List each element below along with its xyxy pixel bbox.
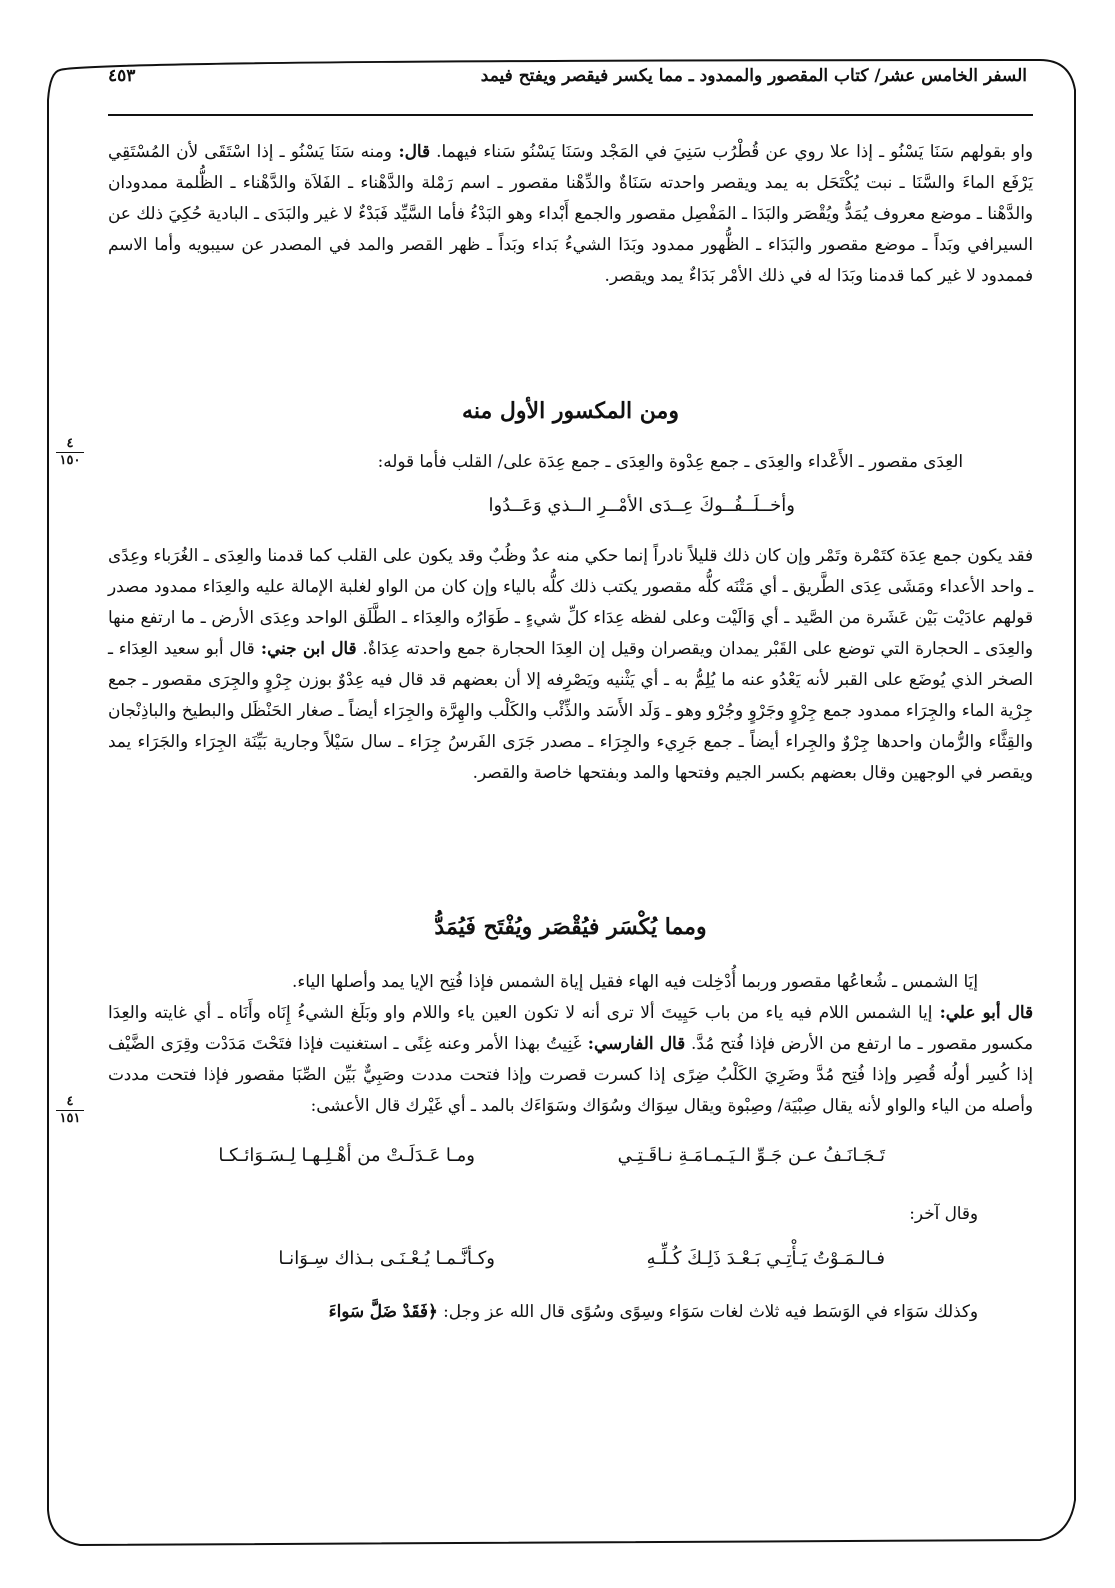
margin-note-bottom: ١٥٠ <box>59 453 81 468</box>
text-run: واو بقولهم سَنَا يَسْنُو ـ إذا علا روي عن قُطْرُب سَنِيَ في المَجْد وسَنَا يَسْنُو سَناء فيهما. <box>430 141 1033 161</box>
verse-2-first-hemistich: تَـجَـانَـفُ عـن جَـوِّ الـيَـمـامَـةِ نـاقَـتِـي <box>617 1145 885 1166</box>
text-run: وكذلك سَوَاء في الوَسَط فيه ثلاث لغات سَوَاء وسِوًى وسُوًى قال الله عز وجل: <box>437 1301 978 1321</box>
margin-note-bottom: ١٥١ <box>59 1111 81 1126</box>
verse-3-first-hemistich: فـالـمَـوْتُ يَـأْتِـي بَـعْـدَ ذَلِـكَ كُـلِّـهِ <box>646 1248 885 1269</box>
margin-note-top: ٤ <box>66 1094 74 1109</box>
page-number: ٤٥٣ <box>108 66 136 86</box>
text-run: إيا الشمس اللام فيه ياء من باب حَيِيتَ ألا ترى أنه لا تكون العين ياء واللام واو وبَلَغ الشيءُ إِنَاه وأَنَاه ـ أي غايته والعِدَا مكسور مقصور ـ ما ارتفع من الأرض فإذا فُتح مُدَّ. <box>108 1002 1034 1053</box>
margin-note-top: ٤ <box>66 436 74 451</box>
header-rule <box>108 114 1033 116</box>
line-adiy <box>108 446 1033 477</box>
line-iya <box>108 966 1033 997</box>
paragraph-adiy <box>108 540 1033 788</box>
section-heading-maksur: ومن المكسور الأول منه <box>462 398 679 424</box>
verse-3-second-hemistich: وكـأنَّـمـا يُـعْـنَـى بـذاك سِـوَانـا <box>278 1248 495 1269</box>
last-line <box>108 1296 1033 1327</box>
bold-label: قال: <box>391 141 431 161</box>
margin-note-151 <box>50 1095 90 1126</box>
text-run: ومنه سَنَا يَسْنُو ـ إذا اسْتَقَى لأن المُسْتَقِي يَرْفَع الماءَ والسَّنَا ـ نبت يُكْتَحَل به يمد ويقصر واحدته سَنَاةٌ والدِّهْنا مقصور ـ اسم رَمْلة والدَّهْناء ـ الفَلاَة والدَّهْناء ـ الظُّلمة ممدودان والدَّهْنا ـ موضع معروف يُمَدُّ ويُقْصَر والبَدَا ـ المَفْصِل مقصور والجمع أَبْداء وهو البَدْءُ فأما السَّيِّد فَبَدْءٌ لا غير والبَدَى ـ البادية حُكِيَ ذلك عن السيرافي وبَداً ـ موضع مقصور والبَدَاء ـ الظُّهور ممدود وبَدَا الشيءُ بَداء وبَداً ـ ظهر القصر والمد في المصدر عن سيبويه وأما الاسم فممدود لا غير كما قدمنا وبَدَا له في ذلك الأمْر بَدَاءٌ يمد ويقصر. <box>108 141 1033 285</box>
quran-quote: ﴿فَقَدْ ضَلَّ سَواءَ <box>328 1301 438 1321</box>
verse-2-second-hemistich: ومـا عَـدَلَـتْ من أهْـلِـهـا لِـسَـوَائـكـا <box>218 1145 475 1166</box>
text-line: وقال آخر: <box>909 1203 978 1223</box>
bold-label: قال الفارسي: <box>581 1033 686 1053</box>
line-other-poet <box>108 1198 1033 1229</box>
verse-1: وأخــلَــفُــوكَ عِــدَى الأمْــرِ الــذي وَعَــدُوا <box>488 495 795 516</box>
running-header-title: السفر الخامس عشر/ كتاب المقصور والممدود ـ مما يكسر فيقصر ويفتح فيمد <box>480 66 1027 86</box>
text-line: إيَا الشمس ـ شُعاعُها مقصور وربما أُدْخِلت فيه الهاء فقيل إياة الشمس فإذا فُتِح الإيا يمد وأصلها الياء. <box>292 971 978 991</box>
text-run: غَنِيتُ بهذا الأمر وعنه غِنًى ـ استغنيت فإذا فتَحْتَ مَدَدْت وقِرَى الضَّيْف إذا كُسِر أولُه قُصِر وإذا فُتِح مُدَّ وضَرِيَ الكَلْبُ ضِرًى إذا كسرت قصرت وإذا فتحت مددت وصَبِيٌّ بَيِّن الصِّبَا مقصور فإذا فتحت مددت وأصله من الياء والواو لأنه يقال صِبْيَة/ وصِبْوة ويقال سِوَاك وسُوَاك وسَوَاءَك بالمد ـ أي غَيْرك قال الأعشى: <box>108 1033 1033 1115</box>
bold-label: قال أبو علي: <box>932 1002 1034 1022</box>
margin-note-150 <box>50 437 90 468</box>
text-run: فقد يكون جمع عِدَة كتَمْرة وتَمْر وإن كان ذلك قليلاً نادراً إنما حكي منه عدٌ وظُبٌ وقد يكون على القلب كما قدمنا والعِدَى ـ الغُرَباء وعِدًى ـ واحد الأعداء ومَشَى عِدَى الطَّريق ـ أي مَتْنَه كلُّه مقصور يكتب ذلك كلُّه بالياء وإن كان من الواو لغلبة الإمالة عليه والعِدَاء ممدود مصدر قولهم عادَيْت بَيْن عَشَرة من الصَّيد ـ أي وَالَيْت وعلى لفظه عِدَاء كلِّ شيءٍ ـ طَوَارُه والعِدَاء ـ الطَّلَق الواحد وعِدَى الأرض ـ ما ارتفع منها والعِدَى ـ الحجارة التي توضع على القَبْر يمدان ويقصران وقيل إن العِدَا الحجارة جمع واحدته عِدَاةٌ. <box>108 545 1033 658</box>
text-run: قال أبو سعيد العِدَاء ـ الصخر الذي يُوضَع على القبر لأنه يَعْدُو عنه ما يُلِمُّ به ـ أي يَثْنيه ويَصْرِفه إلا أن بعضهم قد قال فيه عِدْوٌ بوزن جِرْوٍ والجِرَى مقصور ـ جمع جِرْية الماء والجِرَاء ممدود جمع جِرْوٍ وجَرْوٍ وجُرْو وهو ـ وَلَد الأَسَد والذِّئْب والكَلْب والهِرَّة والجِرَاء أيضاً ـ صغار الحَنْظَل والبطيخ والباذِنْجان والقِثَّاء والرُّمان واحدها جِرْوٌ والجِراء أيضاً ـ جمع جَرِيء والجِرَاء ـ مصدر جَرَى الفَرسُ جِرَاء ـ سال سَيْلاً وجارية بَيِّنَة الجِرَاء والجَرَاء يمد ويقصر في الوجهين وقال بعضهم بكسر الجيم وفتحها والمد وبفتحها خاصة والقصر. <box>108 638 1033 782</box>
text-line: العِدَى مقصور ـ الأَعْداء والعِدَى ـ جمع عِدْوة والعِدَى ـ جمع عِدَة على/ القلب فأما قوله: <box>377 451 963 471</box>
paragraph-abu-ali <box>108 997 1033 1121</box>
section-heading-kasr-qasr: ومما يُكْسَر فيُقْصَر ويُفْتَح فَيُمَدُّ <box>434 914 707 940</box>
bold-label: قال ابن جني: <box>254 638 357 658</box>
paragraph-sana <box>108 136 1033 291</box>
